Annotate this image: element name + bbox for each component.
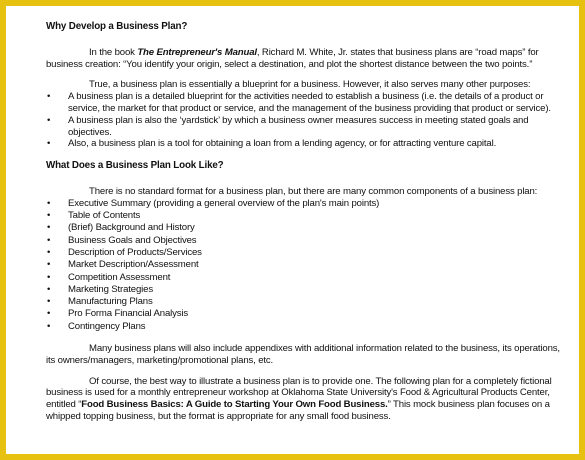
paragraph-components-intro: There is no standard format for a business plan, but there are many common components of a business plan: — [89, 185, 538, 197]
bullet-glyph: • — [47, 296, 51, 308]
list-item — [46, 272, 566, 284]
list-item — [46, 210, 566, 222]
paragraph-road-maps-pre: In the book — [89, 46, 138, 58]
section-heading-what: What Does a Business Plan Look Like? — [46, 160, 224, 172]
workshop-title: Food Business Basics: A Guide to Starting Your Own Food Business. — [81, 399, 388, 411]
bullet-glyph: • — [47, 210, 51, 222]
list-item-text: Business Goals and Objectives — [68, 234, 197, 246]
list-item — [46, 321, 566, 333]
paragraph-example-plan — [46, 376, 566, 423]
document-page — [6, 6, 579, 454]
list-item-text: Contingency Plans — [68, 320, 146, 332]
list-item — [46, 284, 566, 296]
list-item-text: Competition Assessment — [68, 271, 171, 283]
paragraph-road-maps — [46, 47, 566, 71]
list-item — [46, 296, 566, 308]
bullet-glyph: • — [47, 222, 51, 234]
bullet-glyph: • — [47, 114, 51, 126]
list-item — [46, 308, 566, 320]
bullet-glyph: • — [47, 271, 51, 283]
list-item-text: Table of Contents — [68, 210, 141, 222]
list-item-text: A business plan is a detailed blueprint for the activities needed to establish a business (i.e. the details of a product or service, the market for that product or service, and the management of the business providing that product or service). — [68, 91, 551, 114]
list-item — [46, 91, 566, 115]
bullet-glyph: • — [47, 234, 51, 246]
list-item-text: A business plan is also the ‘yardstick’ by which a business owner measures success in meeting stated goals and objectives. — [68, 114, 529, 138]
purposes-list — [46, 91, 566, 150]
list-item-text: Market Description/Assessment — [68, 259, 199, 271]
bullet-glyph: • — [47, 283, 51, 295]
bullet-glyph: • — [47, 259, 51, 271]
paragraph-example-plan-post: ” This mock business plan focuses on a whipped topping business, but the format is appropriate for any small food business. — [46, 399, 550, 423]
bullet-glyph: • — [47, 91, 51, 103]
bullet-glyph: • — [47, 320, 51, 332]
list-item-text: Manufacturing Plans — [68, 296, 153, 308]
list-item — [46, 198, 566, 210]
paragraph-purposes: True, a business plan is essentially a blueprint for a business. However, it also serves many other purposes: — [89, 79, 531, 91]
list-item — [46, 115, 566, 139]
bullet-glyph: • — [47, 308, 51, 320]
book-title: The Entrepreneur's Manual — [137, 46, 257, 58]
list-item-text: Pro Forma Financial Analysis — [68, 308, 189, 320]
section-heading-why: Why Develop a Business Plan? — [46, 21, 188, 32]
paragraph-road-maps-post: , Richard M. White, Jr. states that business plans are “road maps” for business creation: “You identify your origin, select a destination, and plot the shortest distance between the two points.” — [46, 46, 539, 70]
list-item-text: Also, a business plan is a tool for obtaining a loan from a lending agency, or for attracting venture capital. — [68, 138, 497, 150]
list-item-text: Executive Summary (providing a general overview of the plan's main points) — [68, 197, 380, 209]
bullet-glyph: • — [47, 138, 51, 150]
list-item-text: Marketing Strategies — [68, 283, 153, 295]
list-item — [46, 247, 566, 259]
list-item — [46, 259, 566, 271]
list-item-text: (Brief) Background and History — [68, 222, 195, 234]
list-item — [46, 138, 566, 150]
components-list — [46, 198, 566, 333]
paragraph-example-plan-pre: Of course, the best way to illustrate a business plan is to provide one. The following plan for a completely fictional business is used for a monthly entrepreneur workshop at Oklahoma State University's Food & Agricultural Products Center, entitled “ — [46, 375, 552, 411]
list-item — [46, 222, 566, 234]
bullet-glyph: • — [47, 197, 51, 209]
paragraph-appendixes: Many business plans will also include appendixes with additional information related to the business, its operations, its owners/managers, marketing/promotional plans, etc. — [46, 343, 560, 366]
document-body — [46, 21, 566, 423]
list-item-text: Description of Products/Services — [68, 246, 202, 258]
list-item — [46, 235, 566, 247]
bullet-glyph: • — [47, 246, 51, 258]
